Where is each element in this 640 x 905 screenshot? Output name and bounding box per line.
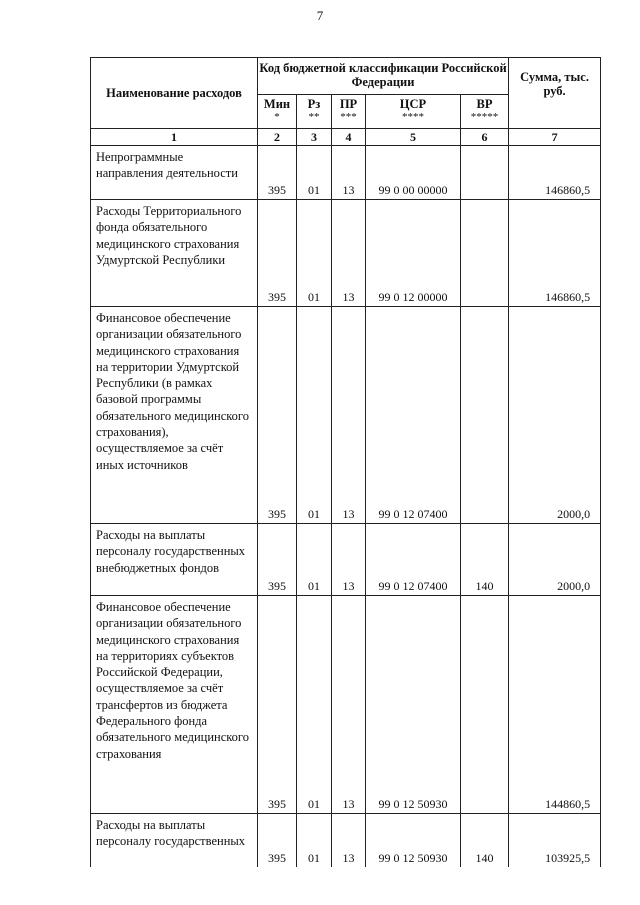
- row-name: Расходы на выплаты персоналу государственных внебюджетных фондов: [91, 524, 258, 596]
- header-col-csr: ЦСР ****: [366, 95, 461, 129]
- table-row: [91, 596, 601, 814]
- row-sum: 2000,0: [509, 524, 601, 596]
- table-row: [91, 146, 601, 200]
- row-name: Расходы на выплаты персоналу государственных: [91, 814, 258, 867]
- index-row: [91, 129, 601, 146]
- index-cell: 7: [509, 129, 601, 146]
- row-vr: 140: [461, 814, 509, 867]
- row-name: Финансовое обеспечение организации обязательного медицинского страхования на территориях субъектов Российской Федерации, осуществляемое за счёт трансфертов из бюджета Федерального фонда обязательного медицинского страхования: [91, 596, 258, 814]
- header-code-group: Код бюджетной классификации Российской Федерации: [258, 58, 509, 95]
- row-csr: 99 0 12 50930: [366, 596, 461, 814]
- header-col-min: Мин *: [258, 95, 297, 129]
- row-vr: [461, 307, 509, 524]
- row-min: 395: [258, 814, 297, 867]
- budget-table: [90, 57, 601, 867]
- row-name: Непрограммные направления деятельности: [91, 146, 258, 200]
- row-csr: 99 0 12 50930: [366, 814, 461, 867]
- row-vr: 140: [461, 524, 509, 596]
- header-col-rz: Рз **: [297, 95, 332, 129]
- page-number: 7: [316, 8, 324, 23]
- header-col-vr: ВР *****: [461, 95, 509, 129]
- index-cell: 5: [366, 129, 461, 146]
- row-sum: 103925,5: [509, 814, 601, 867]
- row-rz: 01: [297, 200, 332, 307]
- index-cell: 4: [332, 129, 366, 146]
- row-csr: 99 0 00 00000: [366, 146, 461, 200]
- row-min: 395: [258, 146, 297, 200]
- row-min: 395: [258, 524, 297, 596]
- row-sum: 2000,0: [509, 307, 601, 524]
- index-cell: 6: [461, 129, 509, 146]
- row-name: Финансовое обеспечение организации обязательного медицинского страхования на территории Удмуртской Республики (в рамках базовой программы обязательного медицинского страхования), осуществляемое за счёт иных источников: [91, 307, 258, 524]
- index-cell: 3: [297, 129, 332, 146]
- row-csr: 99 0 12 00000: [366, 200, 461, 307]
- table-row: [91, 200, 601, 307]
- index-cell: 1: [91, 129, 258, 146]
- table-row: [91, 307, 601, 524]
- index-cell: 2: [258, 129, 297, 146]
- row-rz: 01: [297, 146, 332, 200]
- row-vr: [461, 146, 509, 200]
- row-pr: 13: [332, 524, 366, 596]
- row-rz: 01: [297, 524, 332, 596]
- row-pr: 13: [332, 307, 366, 524]
- row-sum: 146860,5: [509, 146, 601, 200]
- row-vr: [461, 200, 509, 307]
- row-name: Расходы Территориального фонда обязательного медицинского страхования Удмуртской Республики: [91, 200, 258, 307]
- header-name: Наименование расходов: [91, 58, 258, 129]
- header-col-pr: ПР ***: [332, 95, 366, 129]
- row-rz: 01: [297, 596, 332, 814]
- row-csr: 99 0 12 07400: [366, 524, 461, 596]
- row-min: 395: [258, 596, 297, 814]
- header-sum: Сумма, тыс. руб.: [509, 58, 601, 129]
- row-rz: 01: [297, 814, 332, 867]
- row-csr: 99 0 12 07400: [366, 307, 461, 524]
- row-sum: 146860,5: [509, 200, 601, 307]
- table-row: [91, 524, 601, 596]
- row-vr: [461, 596, 509, 814]
- row-pr: 13: [332, 200, 366, 307]
- row-rz: 01: [297, 307, 332, 524]
- row-sum: 144860,5: [509, 596, 601, 814]
- row-min: 395: [258, 307, 297, 524]
- row-pr: 13: [332, 814, 366, 867]
- row-pr: 13: [332, 146, 366, 200]
- row-pr: 13: [332, 596, 366, 814]
- table-row: [91, 814, 601, 867]
- row-min: 395: [258, 200, 297, 307]
